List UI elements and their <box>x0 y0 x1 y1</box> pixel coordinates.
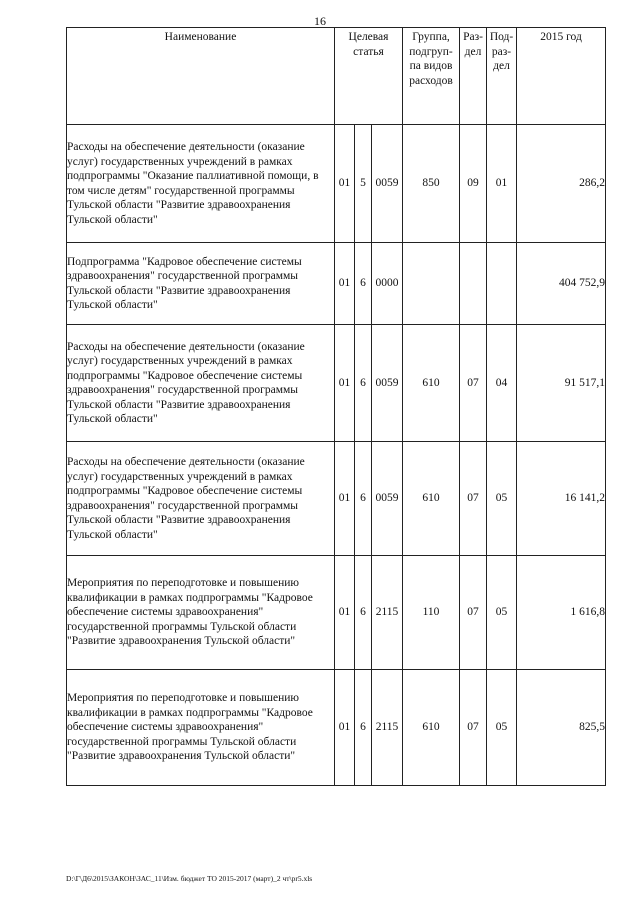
header-section-text: Раз-дел <box>463 31 483 58</box>
row-subsection: 05 <box>487 556 517 670</box>
header-target-article <box>335 28 403 125</box>
row-section: 07 <box>460 325 487 442</box>
row-section: 07 <box>460 670 487 786</box>
row-subprogram: 6 <box>355 556 372 670</box>
row-subprogram: 5 <box>355 125 372 243</box>
row-subprogram: 6 <box>355 442 372 556</box>
row-expense-group: 610 <box>403 325 460 442</box>
row-program: 01 <box>335 243 355 325</box>
row-amount: 825,5 <box>517 670 606 786</box>
row-section: 07 <box>460 556 487 670</box>
row-name: Расходы на обеспечение деятельности (оказание услуг) государственных учреждений в рамках подпрограммы "Оказание паллиативной помощи, в том числе детям" государственной программы Тульской области "Развитие здравоохранения Тульской области" <box>67 125 335 243</box>
table-row <box>67 325 606 442</box>
row-subsection <box>487 243 517 325</box>
row-amount: 91 517,1 <box>517 325 606 442</box>
row-direction: 2115 <box>372 670 403 786</box>
row-program: 01 <box>335 556 355 670</box>
row-expense-group: 610 <box>403 442 460 556</box>
row-section: 07 <box>460 442 487 556</box>
file-path-footer: D:\Г\Д6\2015\ЗАКОН\ЗАС_11\Изм. бюджет ТО 2015-2017 (март)_2 чт\pr5.xls <box>66 874 313 883</box>
row-amount: 286,2 <box>517 125 606 243</box>
table-row <box>67 442 606 556</box>
table-row <box>67 670 606 786</box>
row-program: 01 <box>335 125 355 243</box>
row-subsection: 05 <box>487 442 517 556</box>
row-name: Подпрограмма "Кадровое обеспечение системы здравоохранения" государственной программы Тульской области "Развитие здравоохранения Тульской области" <box>67 243 335 325</box>
table-header-row <box>67 28 606 125</box>
header-target-article-text: Целевая статья <box>348 31 389 58</box>
table-row <box>67 243 606 325</box>
header-subsection <box>487 28 517 125</box>
row-program: 01 <box>335 670 355 786</box>
row-subsection: 01 <box>487 125 517 243</box>
row-direction: 0059 <box>372 325 403 442</box>
header-subsection-text: Под-раз-дел <box>489 31 514 72</box>
row-name: Расходы на обеспечение деятельности (оказание услуг) государственных учреждений в рамках подпрограммы "Кадровое обеспечение системы здравоохранения" государственной программы Тульской области "Развитие здравоохранения Тульской области" <box>67 325 335 442</box>
row-name: Мероприятия по переподготовке и повышению квалификации в рамках подпрограммы "Кадровое обеспечение системы здравоохранения" государственной программы Тульской области "Развитие здравоохранения Тульской области" <box>67 556 335 670</box>
row-subprogram: 6 <box>355 243 372 325</box>
row-amount: 16 141,2 <box>517 442 606 556</box>
header-name: Наименование <box>67 28 335 125</box>
table-row <box>67 556 606 670</box>
row-direction: 0059 <box>372 442 403 556</box>
row-direction: 0059 <box>372 125 403 243</box>
row-direction: 2115 <box>372 556 403 670</box>
header-expense-group-text: Группа, подгруп-па видов расходов <box>409 31 453 87</box>
row-subsection: 05 <box>487 670 517 786</box>
row-direction: 0000 <box>372 243 403 325</box>
page-number: 16 <box>314 14 326 28</box>
row-subprogram: 6 <box>355 670 372 786</box>
row-subsection: 04 <box>487 325 517 442</box>
row-amount: 404 752,9 <box>517 243 606 325</box>
row-expense-group: 610 <box>403 670 460 786</box>
row-subprogram: 6 <box>355 325 372 442</box>
row-program: 01 <box>335 442 355 556</box>
row-program: 01 <box>335 325 355 442</box>
row-name: Расходы на обеспечение деятельности (оказание услуг) государственных учреждений в рамках подпрограммы "Кадровое обеспечение системы здравоохранения" государственной программы Тульской области "Развитие здравоохранения Тульской области" <box>67 442 335 556</box>
budget-table <box>66 27 606 786</box>
header-section <box>460 28 487 125</box>
header-year: 2015 год <box>517 28 606 125</box>
row-expense-group: 110 <box>403 556 460 670</box>
row-section: 09 <box>460 125 487 243</box>
row-expense-group: 850 <box>403 125 460 243</box>
header-expense-group <box>403 28 460 125</box>
row-expense-group <box>403 243 460 325</box>
row-amount: 1 616,8 <box>517 556 606 670</box>
row-section <box>460 243 487 325</box>
row-name: Мероприятия по переподготовке и повышению квалификации в рамках подпрограммы "Кадровое обеспечение системы здравоохранения" государственной программы Тульской области "Развитие здравоохранения Тульской области" <box>67 670 335 786</box>
table-row <box>67 125 606 243</box>
